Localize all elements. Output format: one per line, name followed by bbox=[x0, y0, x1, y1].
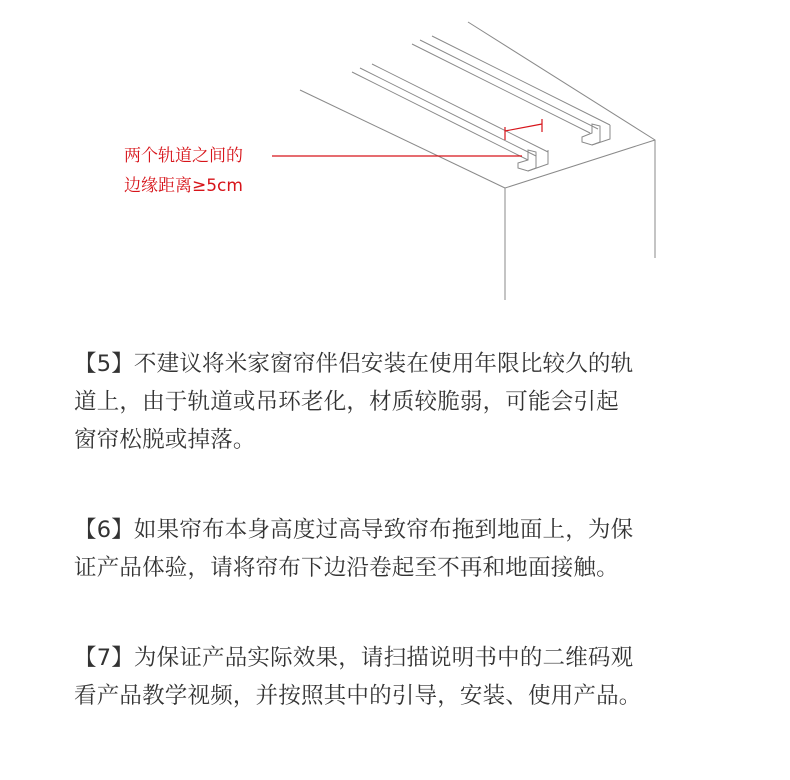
track-spacing-diagram bbox=[0, 0, 790, 310]
front-track-rail bbox=[352, 64, 548, 160]
note-6-line: 证产品体验，请将帘布下边沿卷起至不再和地面接触。 bbox=[74, 555, 619, 581]
note-5 bbox=[74, 345, 734, 459]
back-track-bracket bbox=[582, 124, 600, 145]
ceiling-box-edge bbox=[468, 22, 655, 258]
spacing-dimension-line bbox=[505, 124, 542, 131]
front-track-bracket bbox=[518, 150, 536, 171]
note-5-line: 窗帘松脱或掉落。 bbox=[74, 427, 256, 453]
note-7-line: 【7】为保证产品实际效果，请扫描说明书中的二维码观 bbox=[74, 645, 634, 671]
curtain-track-illustration bbox=[0, 0, 790, 310]
callout-label-line2: 边缘距离≥5cm bbox=[124, 176, 243, 196]
note-7 bbox=[74, 639, 734, 715]
callout-label-line1: 两个轨道之间的 bbox=[124, 146, 243, 166]
note-6-line: 【6】如果帘布本身高度过高导致帘布拖到地面上，为保 bbox=[74, 517, 634, 543]
ceiling-box-left-edge bbox=[300, 90, 505, 188]
ceiling-box-front bbox=[505, 140, 655, 300]
note-5-line: 道上，由于轨道或吊环老化，材质较脆弱，可能会引起 bbox=[74, 389, 619, 415]
note-6 bbox=[74, 511, 734, 587]
note-7-line: 看产品教学视频，并按照其中的引导，安装、使用产品。 bbox=[74, 683, 642, 709]
back-track-rail bbox=[412, 36, 610, 133]
note-5-line: 【5】不建议将米家窗帘伴侣安装在使用年限比较久的轨 bbox=[74, 351, 634, 377]
